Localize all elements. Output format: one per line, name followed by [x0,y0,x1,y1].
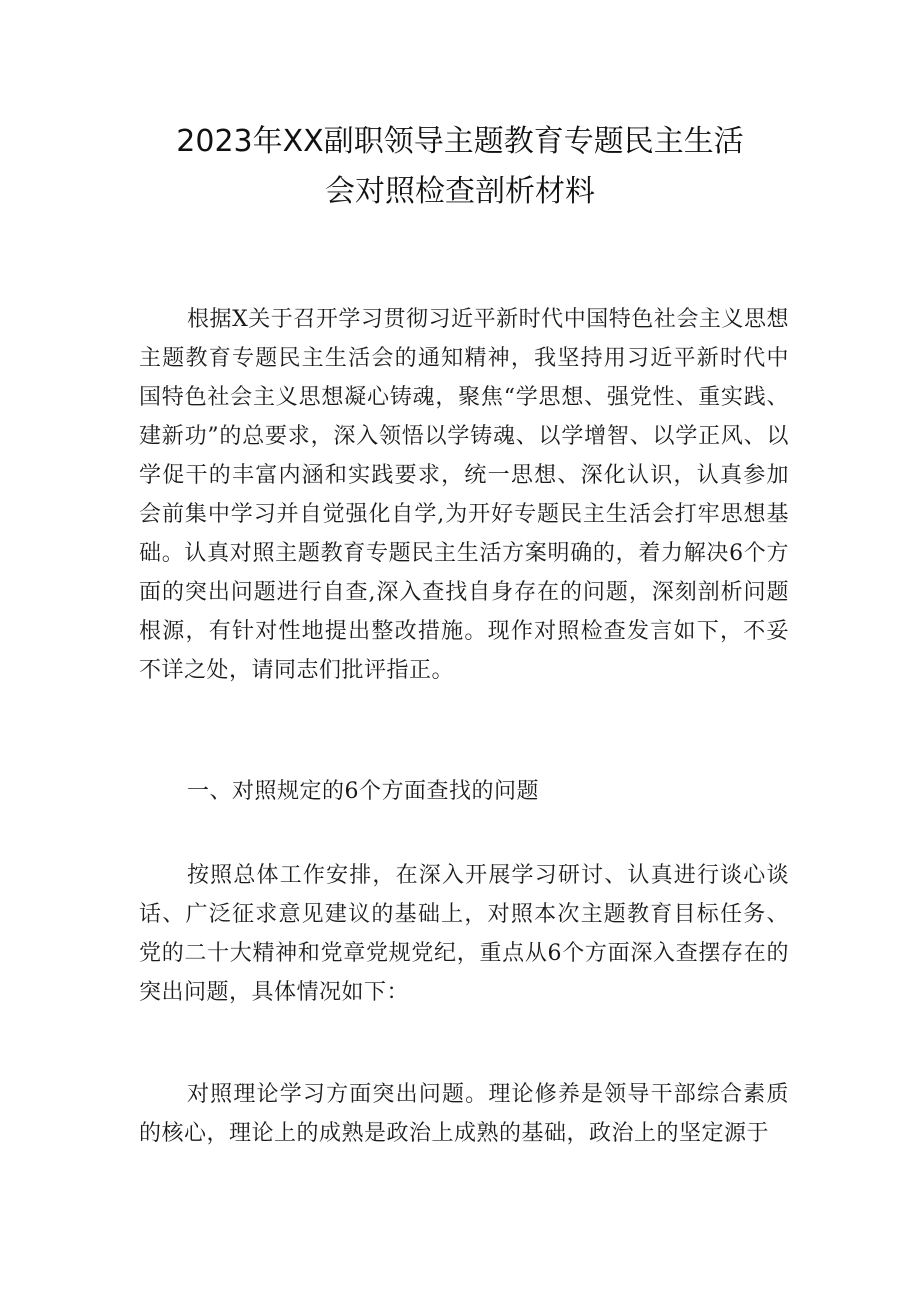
document-title-line-1: 2023年XX副职领导主题教育专题民主生活 [176,124,744,159]
intro-paragraph: 根据X关于召开学习贯彻习近平新时代中国特色社会主义思想主题教育专题民主生活会的通知精神，我坚持用习近平新时代中国特色社会主义思想凝心铸魂，聚焦“学思想、强党性、重实践、建新功”的总要求，深入领悟以学铸魂、以学增智、以学正风、以学促干的丰富内涵和实践要求，统一思想、深化认识，认真参加会前集中学习并自觉强化自学,为开好专题民主生活会打牢思想基础。认真对照主题教育专题民主生活方案明确的，着力解决6个方面的突出问题进行自查,深入查找自身存在的问题，深刻剖析问题根源，有针对性地提出整改措施。现作对照检查发言如下，不妥不详之处，请同志们批评指正。 [139,307,789,683]
section-1-paragraph: 按照总体工作安排，在深入开展学习研讨、认真进行谈心谈话、广泛征求意见建议的基础上，对照本次主题教育目标任务、党的二十大精神和党章党规党纪，重点从6个方面深入查摆存在的突出问题，具体情况如下： [139,863,789,1005]
document-title-line-2: 会对照检查剖析材料 [325,174,595,209]
section-heading-1: 一、对照规定的6个方面查找的问题 [187,779,539,804]
theory-study-paragraph: 对照理论学习方面突出问题。理论修养是领导干部综合素质的核心，理论上的成熟是政治上成熟的基础，政治上的坚定源于 [139,1082,789,1146]
